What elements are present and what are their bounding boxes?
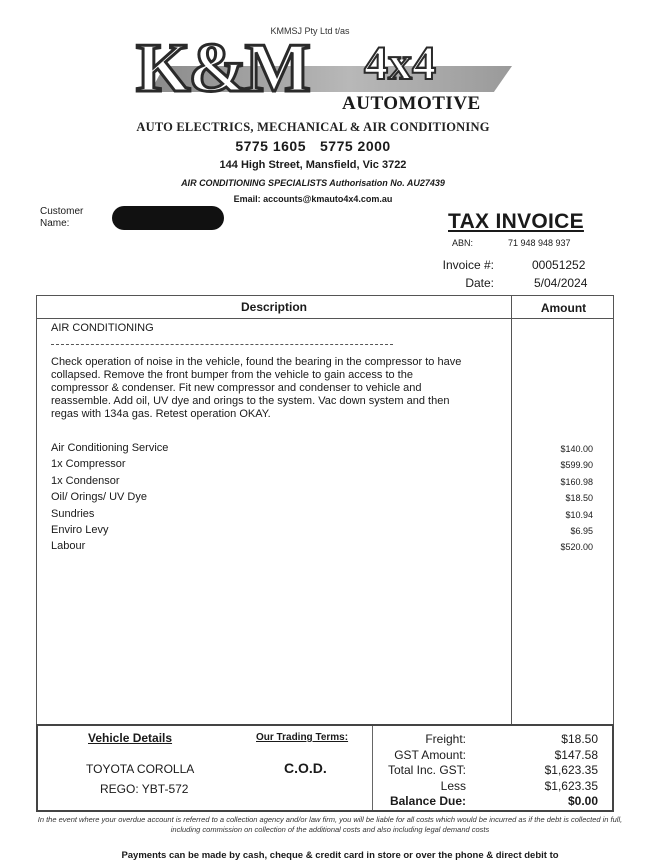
abn-label: ABN: [452, 238, 474, 248]
trading-terms-title: Our Trading Terms: [256, 732, 349, 743]
company-address: 144 High Street, Mansfield, Vic 3722 [219, 159, 407, 171]
document-title: TAX INVOICE [448, 210, 584, 233]
logo-word: AUTOMOTIVE [342, 93, 481, 114]
customer-name-label: Customer Name: [40, 206, 84, 229]
company-tagline: AUTO ELECTRICS, MECHANICAL & AIR CONDITIONING [136, 120, 490, 134]
work-description: Check operation of noise in the vehicle, found the bearing in the compressor to have collapsed. Remove the front bumper from the vehicle to gain access to the compressor & condenser. Fit new compressor and condenser to vehicle and reassemble. Add oil, UV dye and orings to the system. Vac down system and then regas with 134a gas. Retest operation OKAY. [51, 356, 462, 420]
invoice-number-label: Invoice #: [442, 258, 494, 272]
balance-due-label: Balance Due: [389, 794, 466, 809]
gst-label: GST Amount: [394, 747, 466, 762]
vehicle-details-title: Vehicle Details [88, 731, 173, 745]
vehicle-model: TOYOTA COROLLA [86, 762, 195, 776]
section-title: AIR CONDITIONING [51, 322, 154, 334]
vehicle-rego: REGO: YBT-572 [100, 782, 189, 796]
item-amount: $160.98 [560, 476, 593, 487]
gst-value: $147.58 [554, 747, 598, 762]
invoice-date-value: 5/04/2024 [534, 276, 588, 290]
company-email: Email: accounts@kmauto4x4.com.au [233, 194, 393, 204]
item-description: Oil/ Orings/ UV Dye [51, 491, 147, 504]
column-divider [511, 296, 512, 724]
phone-1: 5775 1605 [235, 138, 306, 154]
logo-main-text: K&M [136, 30, 309, 107]
item-amount: $18.50 [565, 493, 593, 504]
freight-value: $18.50 [561, 732, 598, 746]
line-items-table [36, 295, 614, 725]
phone-numbers [0, 138, 626, 154]
item-description: 1x Compressor [51, 458, 126, 471]
total-inc-gst-value: $1,623.35 [544, 763, 598, 778]
item-descriptions [51, 440, 491, 555]
invoice-date-label: Date: [465, 276, 494, 290]
item-description: Labour [51, 540, 86, 553]
item-amounts [515, 441, 593, 556]
logo-sub-text: 4x4 [364, 37, 436, 90]
summary-divider [372, 726, 373, 810]
total-inc-gst-label: Total Inc. GST: [387, 763, 466, 778]
trading-as: KMMSJ Pty Ltd t/as [270, 26, 350, 36]
item-amount: $140.00 [560, 444, 593, 454]
authorisation-line: AIR CONDITIONING SPECIALISTS Authorisation No. AU27439 [181, 178, 445, 188]
header-divider [37, 318, 613, 319]
trading-terms-value: C.O.D. [284, 760, 327, 776]
phone-2: 5775 2000 [320, 138, 391, 154]
item-amount: $599.90 [560, 460, 593, 471]
item-description: Sundries [51, 507, 95, 520]
item-amount: $6.95 [570, 525, 593, 536]
payment-info: Payments can be made by cash, cheque & credit card in store or over the phone & direct debit to [121, 850, 559, 861]
dashed-divider [51, 344, 393, 345]
totals-labels [376, 732, 466, 810]
item-amount: $10.94 [565, 509, 593, 520]
item-description: 1x Condensor [51, 474, 120, 487]
customer-name-redaction [112, 206, 224, 230]
item-amount: $520.00 [560, 542, 593, 553]
amount-column-header: Amount [540, 301, 587, 315]
summary-box [36, 724, 614, 812]
totals-values [516, 732, 598, 810]
less-value: $1,623.35 [544, 778, 598, 793]
balance-due-value: $0.00 [567, 794, 598, 809]
abn-value: 71 948 948 937 [508, 238, 571, 248]
collection-notice: In the event where your overdue account is referred to a collection agency and/or law firm, you will be liable for all costs which would be incurred as if the debt is collected in full, including commission on collection of the additional costs and also including legal demand costs [37, 815, 623, 834]
item-description: Air Conditioning Service [51, 442, 169, 454]
less-label: Less [440, 778, 466, 793]
invoice-number-value: 00051252 [532, 258, 586, 272]
item-description: Enviro Levy [51, 523, 109, 536]
description-column-header: Description [240, 300, 307, 314]
freight-label: Freight: [425, 732, 466, 746]
